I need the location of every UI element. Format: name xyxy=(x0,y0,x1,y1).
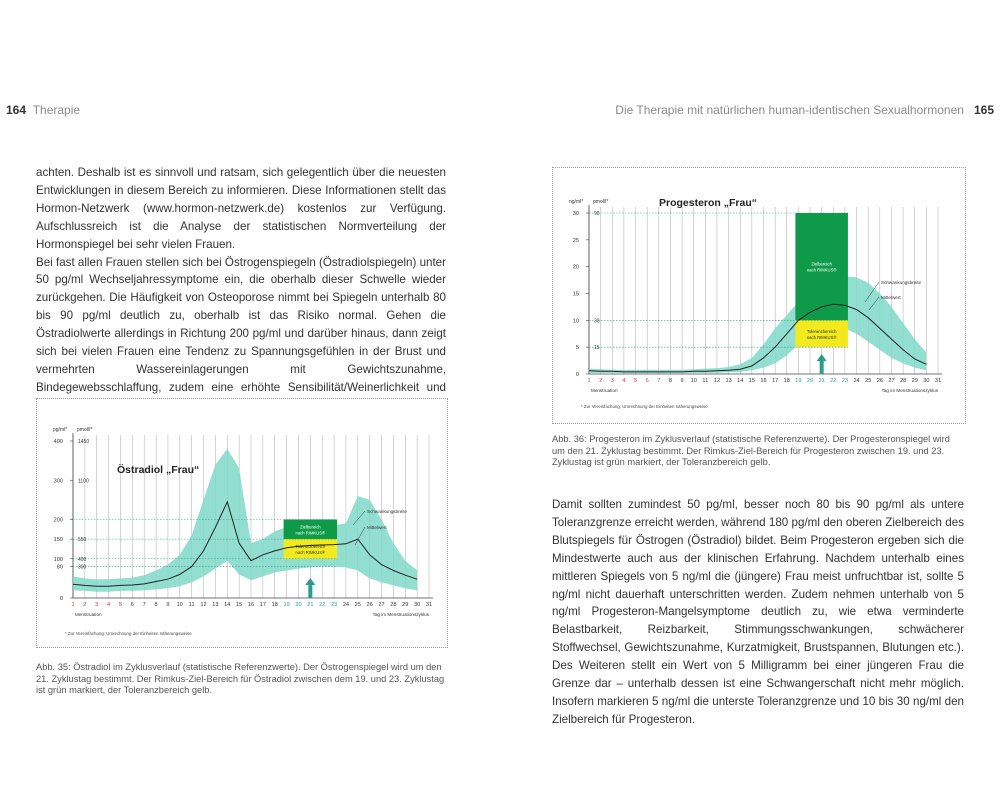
y-tick-label-right: 90 xyxy=(594,211,600,217)
x-tick-label: 7 xyxy=(657,378,661,384)
left-paragraph-1: achten. Deshalb ist es sinnvoll und ratsam, sich gelegentlich über die neuesten Entwicklungen in diesem Bereich zu informieren. Diese Informationen stellt das Hormon-Netzwerk (www.hormon-netzwerk.de) kostenlos zur Verfügung. Aufschlussreich ist die Analyse der statistischen Normverteilung der Hormonspiegel bei sehr vielen Frauen. xyxy=(36,166,446,251)
left-body-text xyxy=(36,164,446,415)
x-tick-label: 3 xyxy=(95,602,99,608)
y-tick-label-left: 15 xyxy=(572,291,579,298)
x-tick-label: 8 xyxy=(154,602,158,608)
x-tick-label: 9 xyxy=(166,602,170,608)
y-tick-label-left: 20 xyxy=(572,264,579,271)
right-section-title: Die Therapie mit natürlichen human-identischen Sexualhormonen xyxy=(615,103,964,117)
x-tick-label: 4 xyxy=(622,378,626,384)
x-tick-label: 25 xyxy=(865,378,872,384)
y-tick-label-left: 0 xyxy=(575,372,579,378)
day-21-arrow-head xyxy=(817,354,827,361)
x-tick-label: 13 xyxy=(212,602,219,608)
x-tick-label: 24 xyxy=(853,378,860,384)
x-tick-label: 14 xyxy=(737,378,744,384)
day-21-arrow-shaft xyxy=(308,584,312,598)
x-tick-label: 29 xyxy=(911,378,918,384)
tolerance-zone-yellow xyxy=(795,320,848,347)
target-zone-label-2: nach RIMKUS® xyxy=(295,530,326,536)
x-tick-label: 12 xyxy=(713,378,721,384)
left-page-header xyxy=(6,103,80,117)
right-paragraph-1: Damit sollten zumindest 50 pg/ml, besser noch 80 bis 90 pg/ml als untere Toleranzgrenze erreicht werden, während 180 pg/ml den oberen Zielbereich des Blutspiegels für Östrogen (Östradiol) bildet. Beim Progesteron ergeben sich die Mindestwerte auch aus der klinischen Erfahrung. Nachdem unterhalb eines mittleren Spiegels von 5 ng/ml die (jüngere) Frau meist unfruchtbar ist, sollte 5 ng/ml nicht dauerhaft unterschritten werden. Zudem nehmen unterhalb von 5 ng/ml Progesteron-Mangelsymptome deutlich zu, wie etwa verminderte Belastbarkeit, Reizbarkeit, Stimmungsschwankungen, schwächerer Stoffwechsel, Gewichtszunahme, Kurzatmigkeit, Brustspannen, Blutungen etc.). Des Weiteren stellt ein Wert von 5 Milligramm bei einer jüngeren Frau die Grenze dar – unterhalb dessen ist eine Schwangerschaft nicht mehr möglich. Insofern markieren 5 ng/ml die unterste Toleranzgrenze und 10 bis 30 ng/ml den Zielbereich für Progesteron. xyxy=(552,498,964,726)
y-tick-label-left: 5 xyxy=(575,345,579,352)
x-tick-label: 31 xyxy=(934,378,942,384)
x-tick-label: 25 xyxy=(354,602,361,608)
x-tick-label: 6 xyxy=(645,378,649,384)
x-tick-label: 18 xyxy=(271,602,278,608)
chart-footnote: * Zur Vereinfachung: Umrechnung der Einheiten näherungsweise xyxy=(581,404,708,409)
x-tick-label: 1 xyxy=(71,602,75,608)
x-axis-label-right: Tag im Menstruationszyklus xyxy=(372,612,429,617)
chart-title: Progesteron „Frau“ xyxy=(659,197,758,209)
x-tick-label: 11 xyxy=(702,378,709,384)
x-tick-label: 10 xyxy=(690,378,697,384)
x-tick-label: 17 xyxy=(772,378,779,384)
x-tick-label: 18 xyxy=(783,378,790,384)
annotation-variation-band: Schwankungsbreite xyxy=(367,509,408,514)
x-tick-label: 9 xyxy=(680,378,684,384)
left-section-title: Therapie xyxy=(32,103,81,117)
y-tick-label-right: 300 xyxy=(78,564,87,571)
x-tick-label: 15 xyxy=(236,602,243,608)
tolerance-zone-label-2: nach RIMKUS® xyxy=(295,549,326,555)
x-tick-label: 7 xyxy=(142,602,146,608)
x-axis-label-right: Tag im Menstruationszyklus xyxy=(881,388,938,393)
chart-title: Östradiol „Frau“ xyxy=(117,464,200,476)
right-page-header xyxy=(615,103,994,117)
y-axis-unit-right: pmol/l* xyxy=(77,427,93,433)
y-tick-label-left: 25 xyxy=(572,237,579,244)
x-tick-label: 28 xyxy=(899,378,907,384)
estradiol-chart-box xyxy=(36,398,448,648)
x-tick-label: 2 xyxy=(599,378,603,384)
x-tick-label: 30 xyxy=(414,602,421,608)
y-axis-unit-left: pg/ml* xyxy=(53,427,68,433)
right-figure-caption: Abb. 36: Progesteron im Zyklusverlauf (statistische Referenzwerte). Der Progesteronspiegel wird um den 21. Zyklustag bestimmt. Der Rimkus-Ziel-Bereich für Progesteron zwischen 19. und 23. Zyklustag ist grün markiert, der Toleranzbereich gelb. xyxy=(552,434,950,467)
y-axis-unit-left: ng/ml* xyxy=(569,199,584,205)
x-tick-label: 26 xyxy=(876,378,883,384)
x-tick-label: 19 xyxy=(795,378,802,384)
y-tick-label-left: 80 xyxy=(56,564,63,571)
x-tick-label: 10 xyxy=(176,602,183,608)
tolerance-zone-yellow xyxy=(284,539,337,559)
left-figure-caption: Abb. 35: Östradiol im Zyklusverlauf (statistische Referenzwerte). Der Östrogenspiegel wird um den 21. Zyklustag bestimmt. Der Rimkus-Ziel-Bereich für Östradiol zwischen dem 19. und 23. Zyklustag ist grün markiert, der Toleranzbereich gelb. xyxy=(36,662,445,695)
target-zone-green xyxy=(284,520,337,540)
x-tick-label: 30 xyxy=(923,378,930,384)
x-tick-label: 22 xyxy=(830,378,837,384)
x-tick-label: 2 xyxy=(83,602,87,608)
x-tick-label: 8 xyxy=(668,378,672,384)
x-axis-label-left: Menstruation xyxy=(75,612,102,617)
y-tick-label-right: 1100 xyxy=(78,478,89,485)
target-zone-label-1: Zielbereich xyxy=(811,261,832,267)
y-tick-label-right: 1450 xyxy=(78,439,90,445)
x-tick-label: 24 xyxy=(342,602,350,608)
y-tick-label-right: 30 xyxy=(594,318,600,325)
x-tick-label: 26 xyxy=(366,602,373,608)
day-21-arrow-shaft xyxy=(820,360,824,374)
y-tick-label-right: 550 xyxy=(78,537,87,544)
x-tick-label: 6 xyxy=(130,602,134,608)
y-tick-label-left: 150 xyxy=(53,537,63,544)
annotation-mean: Mittelwert xyxy=(881,295,901,300)
x-tick-label: 3 xyxy=(610,378,614,384)
y-tick-label-left: 0 xyxy=(59,596,63,602)
right-body-text xyxy=(552,496,964,729)
x-tick-label: 19 xyxy=(283,602,290,608)
progesterone-chart-box xyxy=(552,167,966,424)
x-tick-label: 21 xyxy=(307,602,314,608)
x-tick-label: 29 xyxy=(402,602,409,608)
progesterone-chart xyxy=(553,168,965,423)
left-paragraph-2: Bei fast allen Frauen stellen sich bei Östrogenspiegeln (Östradiolspiegeln) unter 50 pg/ml Wechseljahressymptome ein, die oberhalb dieser Schwelle wieder zurückgehen. Die Häufigkeit von Osteoporose nimmt bei Spiegeln unterhalb 80 bis 90 pg/ml deutlich zu, oberhalb ist das Risiko normal. Gehen die Östradiolwerte allerdings in Richtung 200 pg/ml und darüber hinaus, dann zeigt sich bei vielen Frauen eine Tendenz zu Spannungsgefühlen in der Brust und vermehrten Wassereinlagerungen mit Gewichtszunahme, Bindegewebsschlaffung, zudem eine erhöhte Sensibilität/Weinerlichkeit und xyxy=(36,255,446,394)
y-tick-label-left: 300 xyxy=(53,478,63,485)
x-tick-label: 16 xyxy=(247,602,255,608)
x-tick-label: 1 xyxy=(587,378,591,384)
x-tick-label: 31 xyxy=(425,602,433,608)
x-tick-label: 5 xyxy=(633,378,638,384)
x-tick-label: 4 xyxy=(107,602,111,608)
left-page-number: 164 xyxy=(6,103,27,117)
tolerance-zone-label-2: nach RIMKUS® xyxy=(806,334,837,340)
x-tick-label: 16 xyxy=(760,378,767,384)
x-tick-label: 5 xyxy=(118,602,123,608)
x-tick-label: 27 xyxy=(378,602,385,608)
y-tick-label-right: 15 xyxy=(594,345,600,352)
x-tick-label: 27 xyxy=(888,378,895,384)
y-tick-label-left: 400 xyxy=(53,439,63,445)
x-tick-label: 28 xyxy=(390,602,397,608)
estradiol-chart xyxy=(37,399,447,647)
y-axis-unit-right: pmol/l* xyxy=(593,199,609,205)
y-tick-label-left: 10 xyxy=(572,318,579,325)
x-tick-label: 17 xyxy=(259,602,266,608)
x-tick-label: 13 xyxy=(725,378,732,384)
x-tick-label: 12 xyxy=(200,602,207,608)
y-tick-label-left: 100 xyxy=(53,556,63,563)
x-tick-label: 20 xyxy=(295,602,302,608)
annotation-mean: Mittelwert xyxy=(367,525,387,530)
x-tick-label: 20 xyxy=(806,378,814,384)
annotation-variation-band: Schwankungsbreite xyxy=(881,280,922,285)
y-tick-label-left: 30 xyxy=(572,211,579,217)
y-tick-label-right: 400 xyxy=(78,556,87,563)
x-axis-label-left: Menstruation xyxy=(591,388,618,393)
x-tick-label: 15 xyxy=(748,378,755,384)
right-page-number: 165 xyxy=(973,103,994,117)
tolerance-zone-label-1: Toleranzbereich xyxy=(295,543,326,549)
target-zone-label-1: Zielbereich xyxy=(300,524,321,530)
target-zone-label-2: nach RIMKUS® xyxy=(806,267,837,273)
x-tick-label: 23 xyxy=(841,378,849,384)
x-tick-label: 23 xyxy=(330,602,338,608)
x-tick-label: 21 xyxy=(818,378,825,384)
day-21-arrow-head xyxy=(305,578,315,585)
x-tick-label: 11 xyxy=(188,602,195,608)
chart-footnote: * Zur Vereinfachung: Umrechnung der Einheiten näherungsweise xyxy=(65,631,192,636)
tolerance-zone-label-1: Toleranzbereich xyxy=(806,328,837,334)
y-tick-label-left: 200 xyxy=(53,517,63,524)
x-tick-label: 14 xyxy=(224,602,231,608)
x-tick-label: 22 xyxy=(319,602,326,608)
